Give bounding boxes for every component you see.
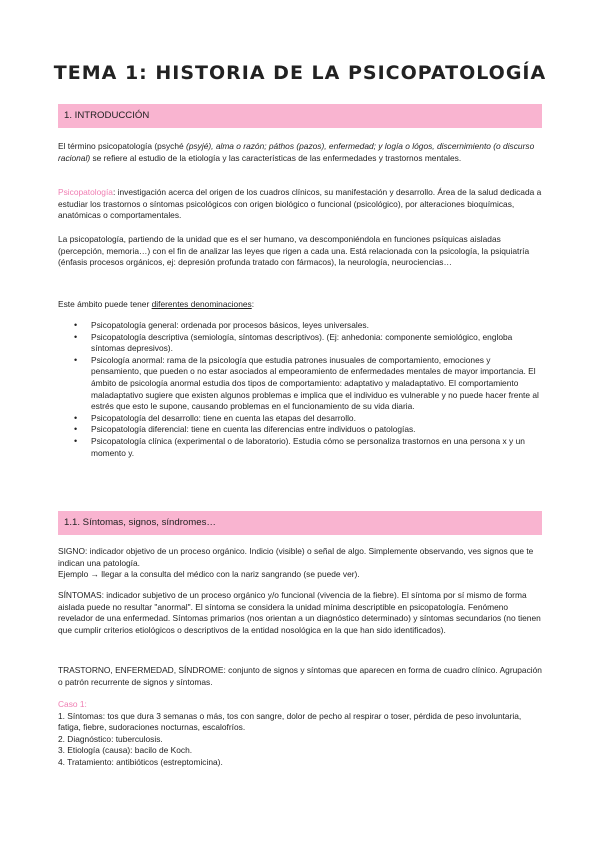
caso-item: 3. Etiología (causa): bacilo de Koch. xyxy=(58,745,193,756)
intro-text-end: se refiere al estudio de la etiología y las características de las enfermedades y trastornos mentales. xyxy=(90,152,462,163)
denominaciones-list xyxy=(58,320,542,459)
caso-item: 2. Diagnóstico: tuberculosis. xyxy=(58,733,163,744)
sintomas-paragraph xyxy=(58,590,542,636)
intro-paragraph-2 xyxy=(58,187,542,222)
definition-text: : investigación acerca del origen de los cuadros clínicos, su manifestación y desarrollo. Área de la salud dedicada a estudiar los trastornos o síntomas psicológicos con origen biológico o funcional (psicológico), por alteraciones bioquímicas, anatómicas o comportamentales. xyxy=(58,187,542,221)
intro-paragraph-4 xyxy=(58,299,542,311)
list-item: • Psicología anormal: rama de la psicología que estudia patrones inusuales de comportamiento, emociones y pensamiento, que pueden o no estar asociados al empeoramiento de enfermedades mentales de mayor importancia. El ámbito de psicología anormal estudia dos tipos de comportamiento: adaptativo y maladaptativo. El comportamiento maladaptativo sugiere que existen algunos problemas e implica que el individuo es vulnerable y no puede hacer frente al estrés que esto le supone, causando problemas en el funcionamiento de su vida diaria. xyxy=(58,355,542,413)
intro-paragraph-1 xyxy=(58,141,542,164)
section-heading-label: 1.1. Síntomas, signos, síndromes… xyxy=(64,517,216,528)
trastorno-paragraph xyxy=(58,665,542,688)
sintomas-definition: SÍNTOMAS: indicador subjetivo de un proceso orgánico y/o funcional (vivencia de la fiebre). El síntoma por sí mismo de forma aislada puede no resultar "anormal". El síntoma se considera la unidad mínima descriptible en psicopatología. Fenómeno revelador de una enfermedad. Síntomas primarios (nos orientan a un diagnóstico determinado) y síntomas secundarios (no tienen que cumplir criterios etiológicos o descriptivos de la entidad nosológica en la que han sido identificados). xyxy=(58,590,541,635)
signo-example: Ejemplo → llegar a la consulta del médico con la nariz sangrando (se puede ver). xyxy=(58,569,360,580)
page-title: TEMA 1: HISTORIA DE LA PSICOPATOLOGÍA xyxy=(53,62,547,84)
list-item: • Psicopatología clínica (experimental o de laboratorio). Estudia cómo se personaliza trastornos en una persona x y un momento y. xyxy=(58,436,542,459)
paragraph-text: La psicopatología, partiendo de la unidad que es el ser humano, va descomponiéndola en funciones psíquicas aisladas (percepción, memoria…) con el fin de analizar las leyes que rigen a cada una. Está relacionada con la psicología, la psiquiatría (énfasis procesos orgánicos, ej: depresión profunda tratado con fármacos), la neurología, neurociencias… xyxy=(58,234,530,268)
underlined-term: diferentes denominaciones xyxy=(151,299,252,309)
section-heading-label: 1. INTRODUCCIÓN xyxy=(64,110,150,121)
section-heading-introduccion xyxy=(58,104,542,128)
list-item: • Psicopatología diferencial: tiene en cuenta las diferencias entre individuos o patologías. xyxy=(58,424,542,436)
section-heading-sintomas xyxy=(58,511,542,535)
signo-block xyxy=(58,546,542,581)
caso-item: 1. Síntomas: tos que dura 3 semanas o más, tos con sangre, dolor de pecho al respirar o toser, pérdida de peso involuntaria, fatiga, fiebre, sudoraciones nocturnas, escalofríos. xyxy=(58,710,522,733)
term-psicopatologia: Psicopatología xyxy=(58,187,113,197)
list-item: • Psicopatología del desarrollo: tiene en cuenta las etapas del desarrollo. xyxy=(58,413,542,425)
list-item: • Psicopatología descriptiva (semiología, síntomas descriptivos). (Ej: anhedonia: componente semiológico, engloba síntomas depresivos). xyxy=(58,332,542,355)
signo-definition: SIGNO: indicador objetivo de un proceso orgánico. Indicio (visible) o señal de algo. Simplemente observando, ves signos que te indican una patología. xyxy=(58,546,534,568)
paragraph-text: Este ámbito puede tener xyxy=(58,299,152,309)
list-item: • Psicopatología general: ordenada por procesos básicos, leyes universales. xyxy=(58,320,542,332)
caso-block xyxy=(58,699,542,769)
intro-paragraph-3 xyxy=(58,234,542,269)
caso-title: Caso 1: xyxy=(58,699,87,709)
trastorno-definition: TRASTORNO, ENFERMEDAD, SÍNDROME: conjunto de signos y síntomas que aparecen en forma de cuadro clínico. Agrupación o patrón recurrente de signos y síntomas. xyxy=(58,665,542,687)
intro-etymology: (psyjé), alma o razón; páthos (pazos), enfermedad; y logía o lógos, discernimiento (o discurso racional) xyxy=(58,141,535,163)
caso-item: 4. Tratamiento: antibióticos (estreptomicina). xyxy=(58,756,223,767)
paragraph-colon: : xyxy=(251,299,255,309)
intro-text: El término psicopatología (psyché xyxy=(58,141,187,151)
